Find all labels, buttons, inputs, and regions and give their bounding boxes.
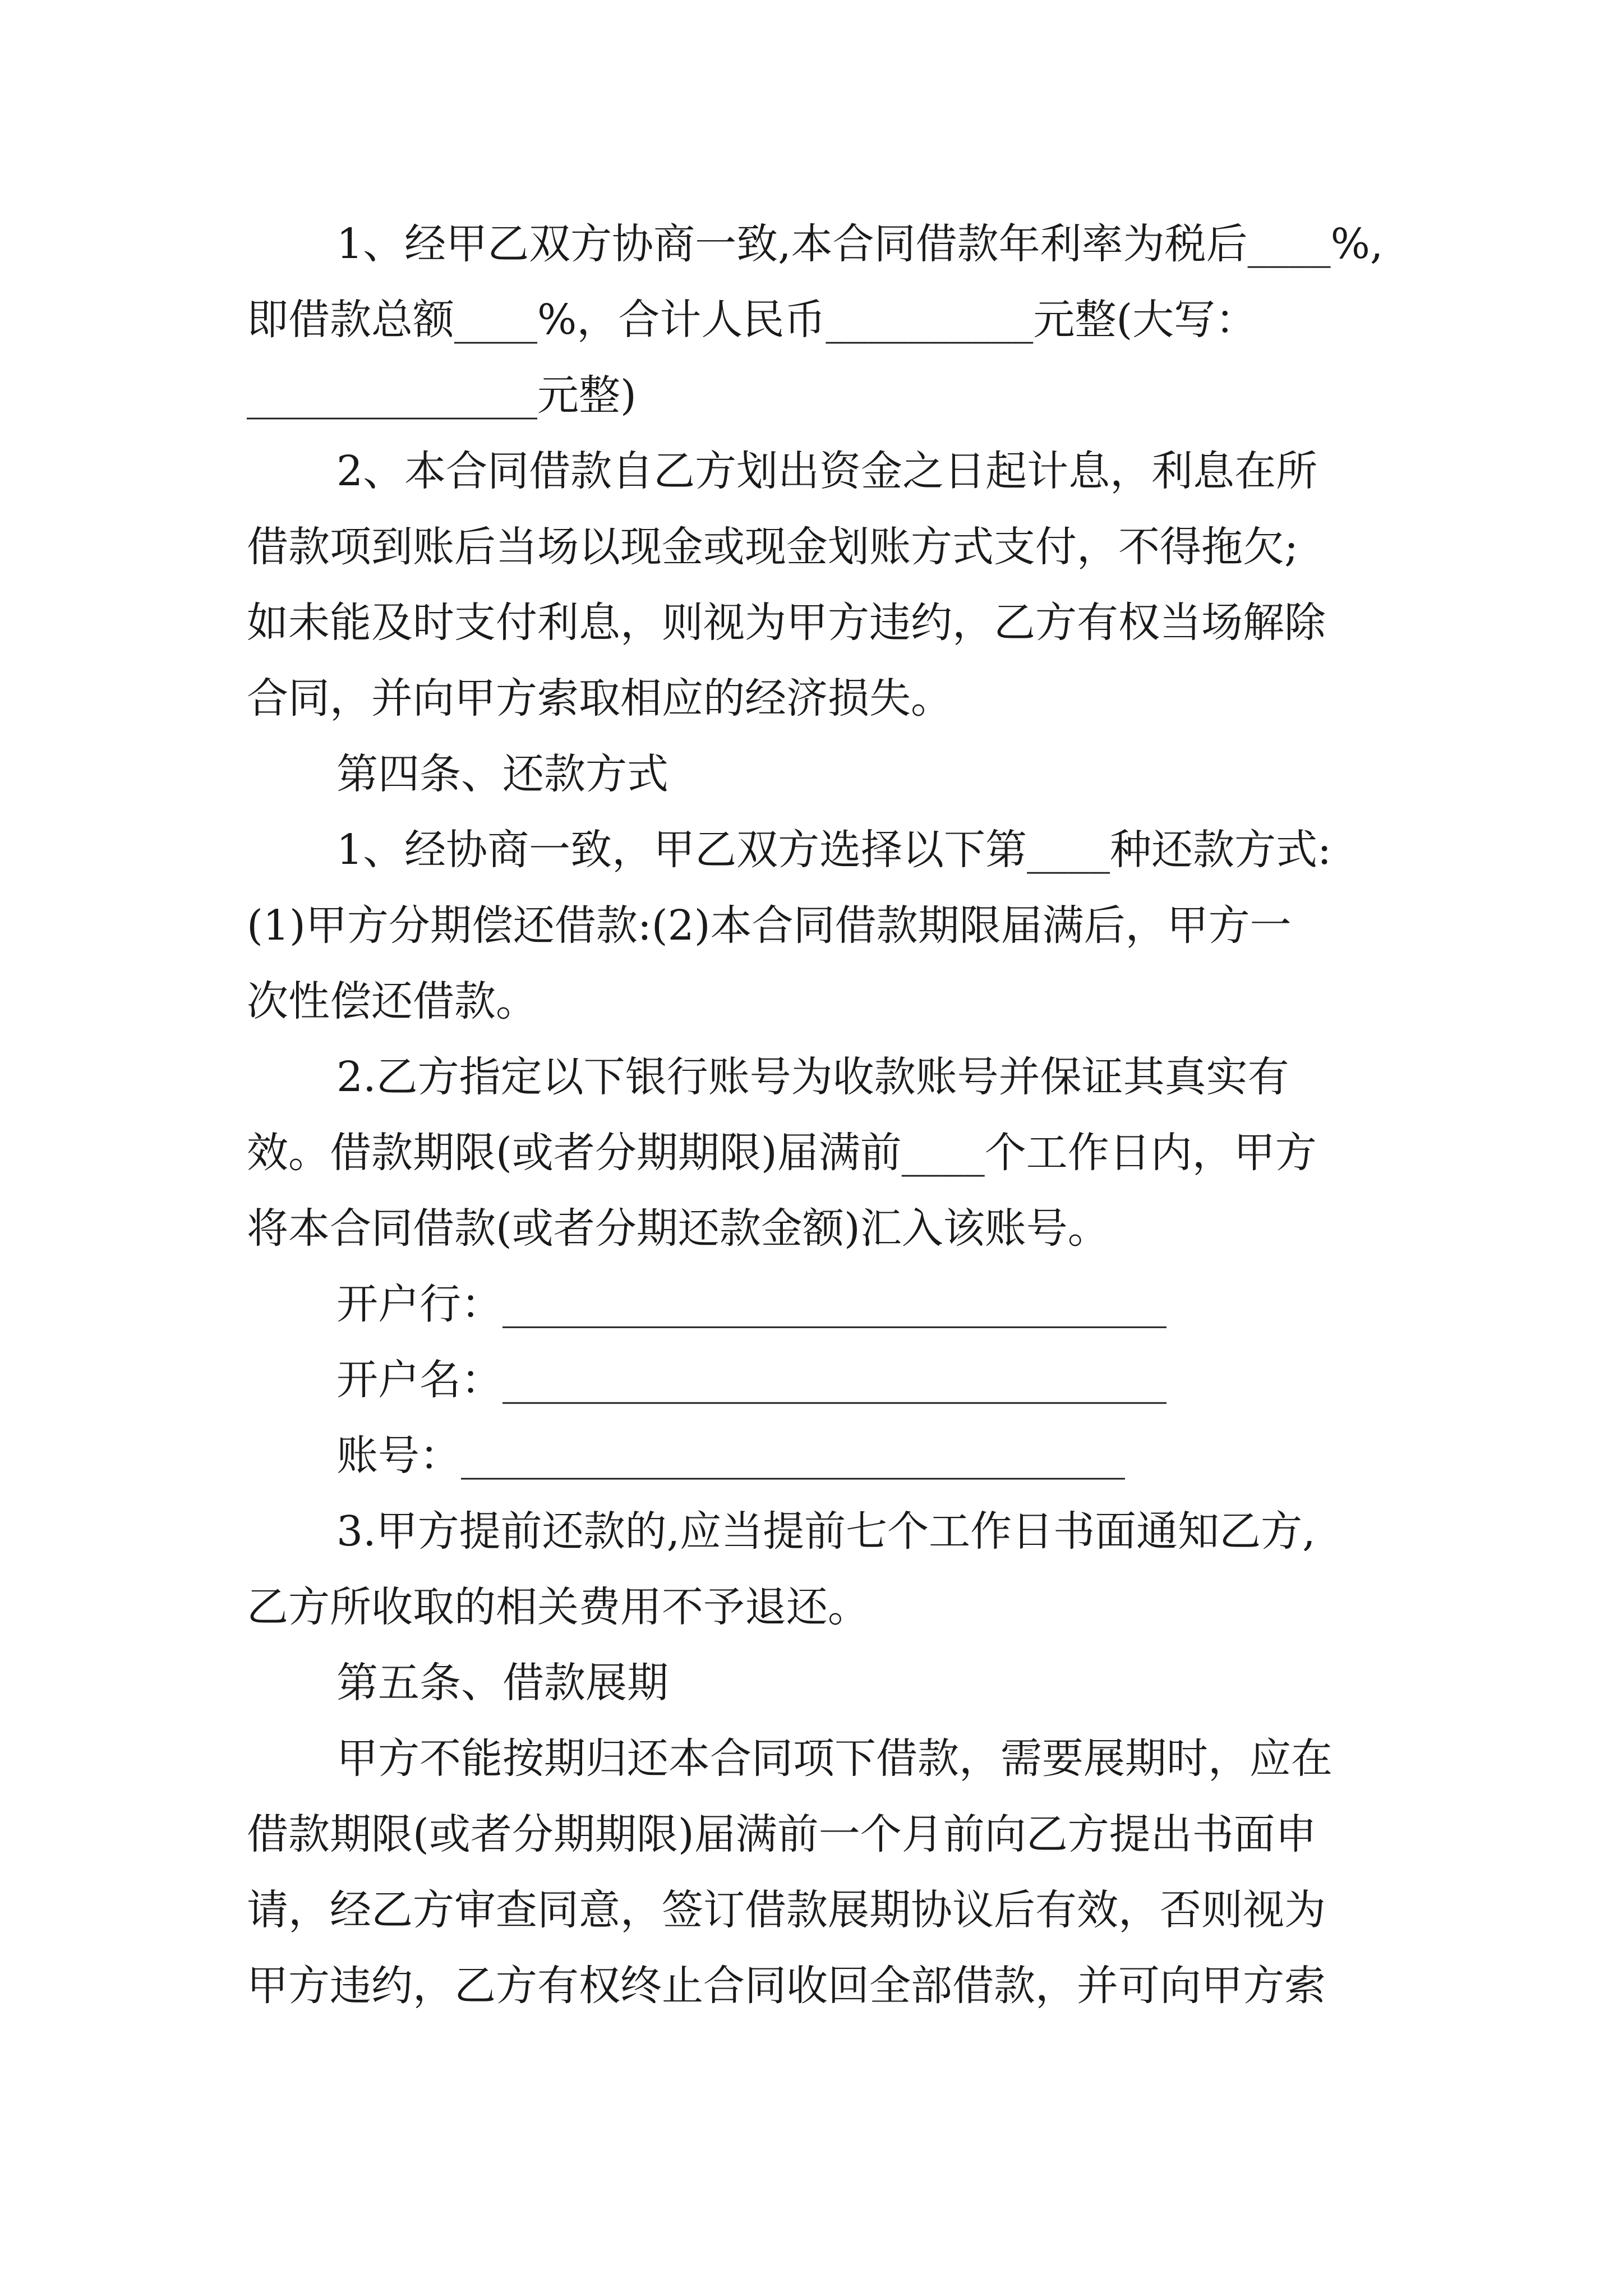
text-line: 将本合同借款(或者分期还款金额)汇入该账号。 bbox=[247, 1204, 1109, 1253]
text-line: 效。借款期限(或者分期期限)届满前____个工作日内，甲方 bbox=[247, 1129, 1317, 1177]
account-name-field: 开户名：________________________________ bbox=[336, 1356, 1166, 1404]
text-line: 2.乙方指定以下银行账号为收款账号并保证其真实有 bbox=[336, 1053, 1289, 1101]
text-line: 乙方所收取的相关费用不予退还。 bbox=[247, 1583, 869, 1631]
text-line: 1、经甲乙双方协商一致,本合同借款年利率为税后____%, bbox=[336, 220, 1384, 268]
text-line: ______________元整) bbox=[247, 371, 637, 420]
text-line: 1、经协商一致，甲乙双方选择以下第____种还款方式: bbox=[336, 826, 1332, 874]
section-heading: 第五条、借款展期 bbox=[336, 1659, 668, 1707]
text-line: (1)甲方分期偿还借款:(2)本合同借款期限届满后，甲方一 bbox=[247, 901, 1292, 950]
section-heading: 第四条、还款方式 bbox=[336, 750, 668, 798]
text-line: 3.甲方提前还款的,应当提前七个工作日书面通知乙方, bbox=[336, 1507, 1316, 1556]
text-line: 2、本合同借款自乙方划出资金之日起计息，利息在所 bbox=[336, 447, 1318, 495]
text-line: 借款期限(或者分期期限)届满前一个月前向乙方提出书面申 bbox=[247, 1810, 1317, 1858]
text-line: 甲方不能按期归还本合同项下借款，需要展期时，应在 bbox=[336, 1734, 1332, 1783]
account-number-field: 账号：________________________________ bbox=[336, 1432, 1125, 1480]
text-line: 即借款总额____%，合计人民币__________元整(大写： bbox=[247, 296, 1257, 344]
text-line: 借款项到账后当场以现金或现金划账方式支付，不得拖欠; bbox=[247, 523, 1298, 571]
text-line: 合同，并向甲方索取相应的经济损失。 bbox=[247, 674, 952, 723]
text-line: 请，经乙方审查同意，签订借款展期协议后有效，否则视为 bbox=[247, 1886, 1326, 1934]
text-line: 甲方违约，乙方有权终止合同收回全部借款，并可向甲方索 bbox=[247, 1962, 1326, 2010]
text-line: 如未能及时支付利息，则视为甲方违约，乙方有权当场解除 bbox=[247, 599, 1326, 647]
text-line: 次性偿还借款。 bbox=[247, 977, 537, 1025]
bank-name-field: 开户行：________________________________ bbox=[336, 1280, 1166, 1328]
